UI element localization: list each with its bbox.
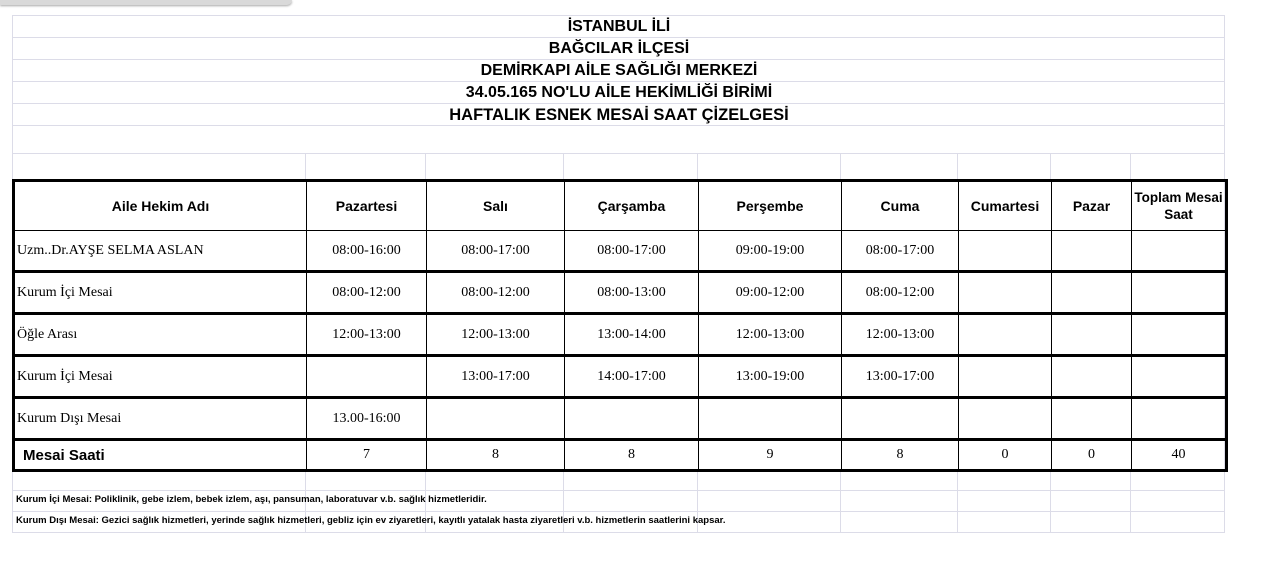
cell-total <box>1132 398 1227 440</box>
cell-wednesday: 13:00-14:00 <box>565 314 699 356</box>
cell-monday: 08:00-16:00 <box>307 231 427 272</box>
row-label: Kurum Dışı Mesai <box>14 398 307 440</box>
cell-tuesday: 08:00-17:00 <box>427 231 565 272</box>
header-thursday: Perşembe <box>699 181 842 231</box>
province-title: İSTANBUL İLİ <box>567 18 671 35</box>
row-label: Kurum İçi Mesai <box>14 356 307 398</box>
total-sunday: 0 <box>1052 440 1132 471</box>
table-row <box>14 272 1227 314</box>
header-name: Aile Hekim Adı <box>14 181 307 231</box>
total-monday: 7 <box>307 440 427 471</box>
header-sunday: Pazar <box>1052 181 1132 231</box>
cell-total <box>1132 272 1227 314</box>
cell-total <box>1132 314 1227 356</box>
center-title: DEMİRKAPI AİLE SAĞLIĞI MERKEZİ <box>480 62 758 79</box>
cell-total <box>1132 231 1227 272</box>
note-external: Kurum Dışı Mesai: Gezici sağlık hizmetleri, yerinde sağlık hizmetleri, gebliz için ev ziyaretleri, kayıtlı yatalak hasta ziyaretleri v.b. hizmetlerin saatlerini kapsar. <box>16 515 726 526</box>
header-friday: Cuma <box>842 181 959 231</box>
cell-wednesday: 08:00-17:00 <box>565 231 699 272</box>
cell-thursday: 09:00-12:00 <box>699 272 842 314</box>
schedule-title: HAFTALIK ESNEK MESAİ SAAT ÇİZELGESİ <box>449 106 789 124</box>
cell-friday: 08:00-17:00 <box>842 231 959 272</box>
cell-thursday: 09:00-19:00 <box>699 231 842 272</box>
row-label: Uzm..Dr.AYŞE SELMA ASLAN <box>14 231 307 272</box>
cell-tuesday: 12:00-13:00 <box>427 314 565 356</box>
cell-monday: 13.00-16:00 <box>307 398 427 440</box>
cell-wednesday: 14:00-17:00 <box>565 356 699 398</box>
note-internal: Kurum İçi Mesai: Poliklinik, gebe izlem, bebek izlem, aşı, pansuman, laboratuvar v.b. sağlık hizmetleridir. <box>16 494 487 505</box>
cell-wednesday: 08:00-13:00 <box>565 272 699 314</box>
cell-saturday <box>959 272 1052 314</box>
header-tuesday: Salı <box>427 181 565 231</box>
total-thursday: 9 <box>699 440 842 471</box>
row-label: Kurum İçi Mesai <box>14 272 307 314</box>
district-title: BAĞCILAR İLÇESİ <box>548 40 690 57</box>
cell-monday <box>307 356 427 398</box>
cell-saturday <box>959 356 1052 398</box>
total-saturday: 0 <box>959 440 1052 471</box>
cell-saturday <box>959 398 1052 440</box>
total-wednesday: 8 <box>565 440 699 471</box>
cell-monday: 12:00-13:00 <box>307 314 427 356</box>
header-monday: Pazartesi <box>307 181 427 231</box>
cell-sunday <box>1052 272 1132 314</box>
cell-thursday: 12:00-13:00 <box>699 314 842 356</box>
table-row <box>14 314 1227 356</box>
cell-friday: 13:00-17:00 <box>842 356 959 398</box>
table-header-row <box>14 181 1227 231</box>
header-total: Toplam Mesai Saat <box>1132 181 1227 231</box>
total-friday: 8 <box>842 440 959 471</box>
cell-sunday <box>1052 314 1132 356</box>
cell-thursday <box>699 398 842 440</box>
total-tuesday: 8 <box>427 440 565 471</box>
cell-total <box>1132 356 1227 398</box>
cell-saturday <box>959 231 1052 272</box>
cell-sunday <box>1052 356 1132 398</box>
cell-tuesday: 13:00-17:00 <box>427 356 565 398</box>
totals-label: Mesai Saati <box>14 440 307 471</box>
header-wednesday: Çarşamba <box>565 181 699 231</box>
totals-row <box>14 440 1227 471</box>
cell-friday: 08:00-12:00 <box>842 272 959 314</box>
cell-sunday <box>1052 231 1132 272</box>
cell-tuesday <box>427 398 565 440</box>
table-row <box>14 398 1227 440</box>
unit-title: 34.05.165 NO'LU AİLE HEKİMLİĞİ BİRİMİ <box>465 84 773 101</box>
total-all: 40 <box>1132 440 1227 471</box>
schedule-table <box>12 179 1228 472</box>
cell-wednesday <box>565 398 699 440</box>
cell-monday: 08:00-12:00 <box>307 272 427 314</box>
table-row <box>14 356 1227 398</box>
table-row <box>14 231 1227 272</box>
cell-tuesday: 08:00-12:00 <box>427 272 565 314</box>
row-label: Öğle Arası <box>14 314 307 356</box>
cell-saturday <box>959 314 1052 356</box>
header-saturday: Cumartesi <box>959 181 1052 231</box>
cell-thursday: 13:00-19:00 <box>699 356 842 398</box>
cell-friday: 12:00-13:00 <box>842 314 959 356</box>
cell-friday <box>842 398 959 440</box>
cell-sunday <box>1052 398 1132 440</box>
